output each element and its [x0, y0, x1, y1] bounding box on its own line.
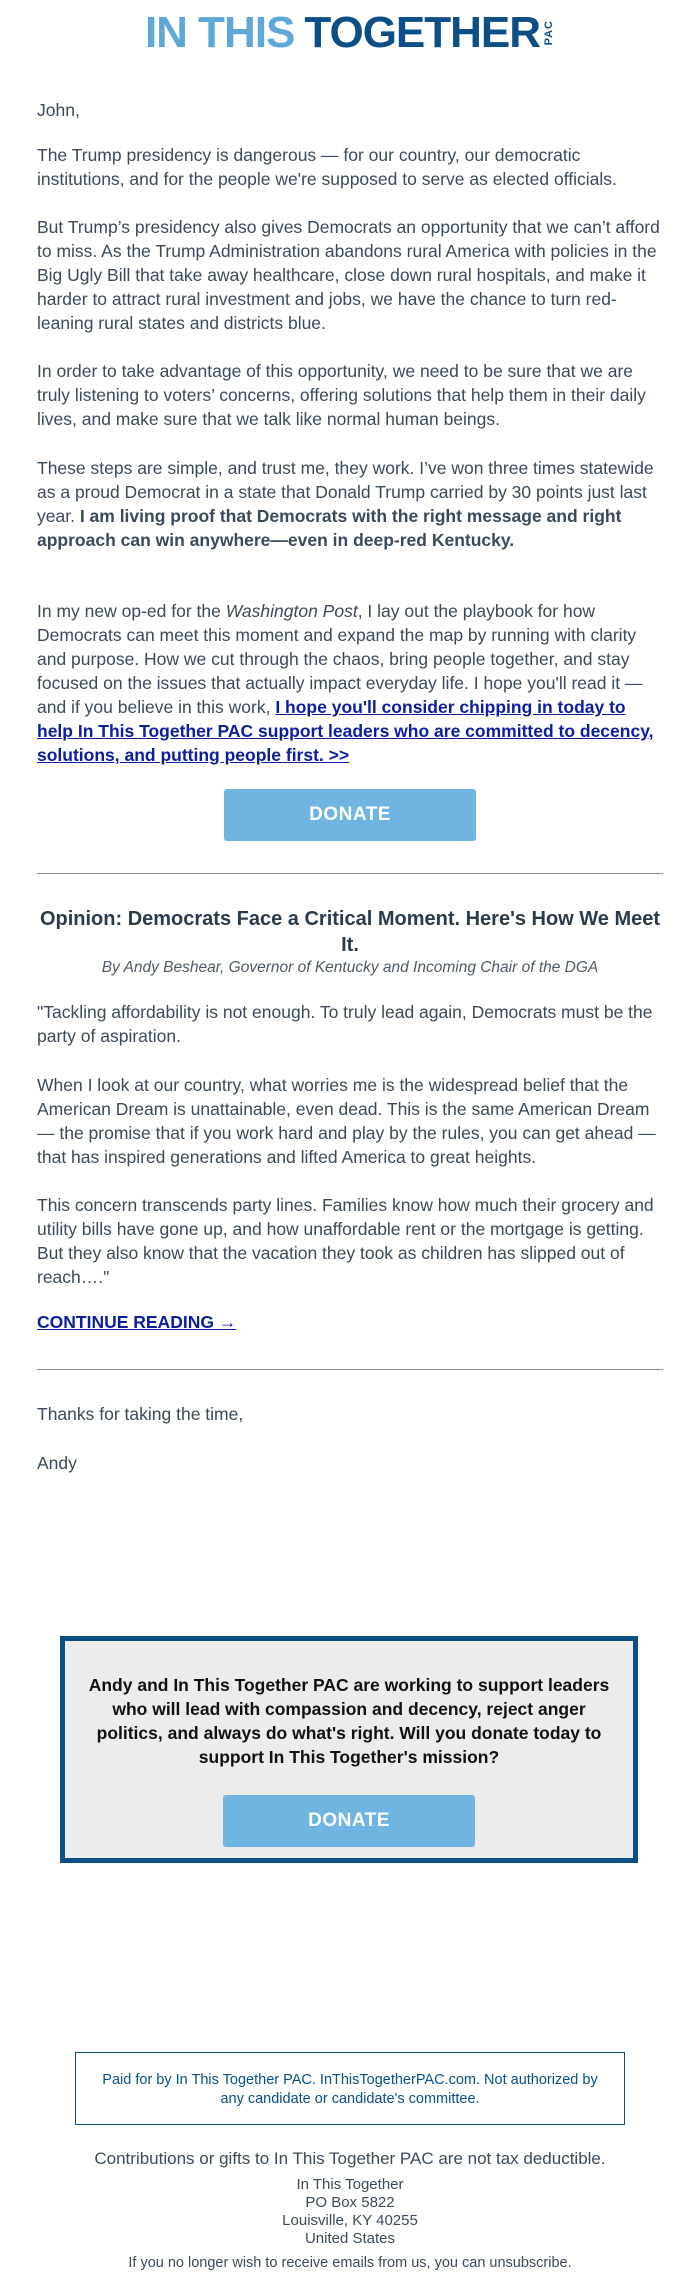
- oped-title: Opinion: Democrats Face a Critical Moment. Here's How We Meet It.: [39, 908, 661, 956]
- donate-button[interactable]: DONATE: [224, 789, 476, 841]
- logo-pac: PAC: [543, 20, 556, 46]
- divider: [37, 873, 663, 874]
- paragraph-4-text: These steps are simple, and trust me, they work. I’ve won three times statewide as a proud Democrat in a state that Donald Trump carried by 30 points just last year.: [37, 458, 654, 526]
- paragraph-1: The Trump presidency is dangerous — for our country, our democratic institutions, and for the people we're supposed to serve as elected officials.: [37, 145, 617, 189]
- oped-byline: By Andy Beshear, Governor of Kentucky and Incoming Chair of the DGA: [101, 959, 599, 976]
- paragraph-4: [37, 456, 663, 552]
- donate-link[interactable]: I hope you'll consider chipping in today to help In This Together PAC support leaders who are committed to decency, solutions, and putting people first. >>: [37, 697, 654, 765]
- signoff-name: Andy: [37, 1453, 77, 1473]
- oped-quote-2: When I look at our country, what worries me is the widespread belief that the American Dream is unattainable, even dead. This is the same American Dream — the promise that if you work hard and play by the rules, you can get ahead — that has inspired generations and lifted America to great heights.: [37, 1075, 656, 1167]
- oped-quote-1: "Tackling affordability is not enough. To truly lead again, Democrats must be the party of aspiration.: [37, 1002, 653, 1046]
- donation-appeal-box: [60, 1636, 638, 1863]
- paragraph-5-text-b: , I lay out the playbook for how Democrats can meet this moment and expand the map by running with clarity and purpose. How we cut through the chaos, bring people together, and stay focused on the issues that actually impact everyday life. I hope you'll read it — and if you believe in this work,: [37, 601, 643, 717]
- continue-reading-link[interactable]: CONTINUE READING →: [37, 1312, 237, 1332]
- paragraph-5-text-a: In my new op-ed for the: [37, 601, 226, 621]
- logo-text-dark: TOGETHER: [304, 8, 541, 57]
- unsubscribe-text[interactable]: If you no longer wish to receive emails from us, you can unsubscribe.: [128, 2255, 572, 2271]
- appeal-donate-button[interactable]: DONATE: [223, 1795, 475, 1847]
- oped-quote-3: This concern transcends party lines. Families know how much their grocery and utility bills have gone up, and how unaffordable rent or the mortgage is getting. But they also know that the vacation they took as children has slipped out of reach….": [37, 1195, 654, 1287]
- address-country: United States: [304, 2230, 396, 2247]
- paragraph-2: But Trump’s presidency also gives Democrats an opportunity that we can’t afford to miss. As the Trump Administration abandons rural America with policies in the Big Ugly Bill that take away healthcare, close down rural hospitals, and make it harder to attract rural investment and jobs, we have the chance to turn red-leaning rural states and districts blue.: [37, 217, 660, 333]
- divider: [37, 1369, 663, 1370]
- signoff-thanks: Thanks for taking the time,: [37, 1404, 244, 1424]
- paragraph-3: In order to take advantage of this opportunity, we need to be sure that we are truly listening to voters’ concerns, offering solutions that help them in their daily lives, and make sure that we talk like normal human beings.: [37, 361, 646, 429]
- paragraph-5-publication: Washington Post: [225, 601, 358, 621]
- logo-text-light: IN THIS: [144, 8, 295, 57]
- address-city: Louisville, KY 40255: [282, 2212, 418, 2229]
- tax-disclaimer: Contributions or gifts to In This Together PAC are not tax deductible.: [94, 2149, 606, 2168]
- address-po-box: PO Box 5822: [305, 2194, 395, 2211]
- logo: [0, 8, 700, 58]
- paragraph-4-bold: I am living proof that Democrats with the right message and right approach can win anywhere—even in deep-red Kentucky.: [37, 506, 622, 550]
- paragraph-5: [37, 599, 663, 767]
- appeal-text: Andy and In This Together PAC are working to support leaders who will lead with compassion and decency, reject anger politics, and always do what's right. Will you donate today to support In This Together's mission?: [88, 1675, 610, 1767]
- paid-for-disclaimer: Paid for by In This Together PAC. InThisTogetherPAC.com. Not authorized by any candidate or candidate's committee.: [75, 2052, 625, 2125]
- greeting: John,: [37, 100, 80, 120]
- address-org: In This Together: [296, 2176, 404, 2193]
